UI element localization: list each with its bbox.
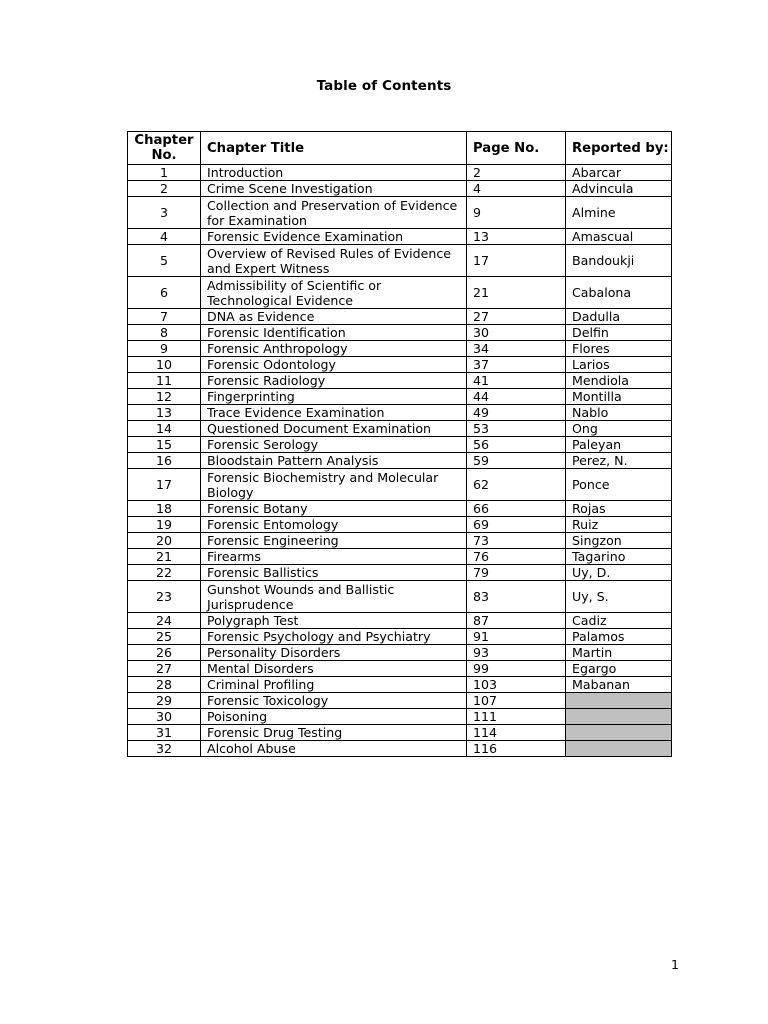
reporter-cell: Larios [566,357,672,373]
chapter-title-cell: Poisoning [201,709,467,725]
table-row [128,709,672,725]
table-row [128,725,672,741]
reporter-cell: Dadulla [566,309,672,325]
chapter-number-cell: 12 [128,389,201,405]
reporter-cell: Delfin [566,325,672,341]
chapter-number-cell: 10 [128,357,201,373]
chapter-title-cell: Firearms [201,549,467,565]
chapter-number-cell: 1 [128,165,201,181]
chapter-number-cell: 28 [128,677,201,693]
chapter-number-cell: 21 [128,549,201,565]
chapter-number-cell: 9 [128,341,201,357]
chapter-title-cell: Forensic Entomology [201,517,467,533]
chapter-number-cell: 25 [128,629,201,645]
table-row [128,357,672,373]
page-number-cell: 111 [467,709,566,725]
chapter-title-cell: Forensic Identification [201,325,467,341]
chapter-title-cell: Gunshot Wounds and Ballistic Jurisprudence [201,581,467,613]
page-number-cell: 62 [467,469,566,501]
reporter-cell: Cadiz [566,613,672,629]
chapter-number-cell: 2 [128,181,201,197]
reporter-cell: Almine [566,197,672,229]
table-row [128,325,672,341]
chapter-title-cell: Alcohol Abuse [201,741,467,757]
table-row [128,741,672,757]
page-number-cell: 76 [467,549,566,565]
page-number-cell: 103 [467,677,566,693]
reporter-cell: Bandoukji [566,245,672,277]
header-reported-by: Reported by: [566,132,672,165]
table-body [128,165,672,757]
reporter-cell: Ruiz [566,517,672,533]
page-number-cell: 114 [467,725,566,741]
page-number-cell: 34 [467,341,566,357]
reporter-cell: Abarcar [566,165,672,181]
table-row [128,197,672,229]
page-number-cell: 91 [467,629,566,645]
chapter-title-cell: DNA as Evidence [201,309,467,325]
chapter-title-cell: Mental Disorders [201,661,467,677]
table-row [128,693,672,709]
chapter-title-cell: Forensic Toxicology [201,693,467,709]
page-number-cell: 17 [467,245,566,277]
chapter-title-cell: Personality Disorders [201,645,467,661]
reporter-cell: Ponce [566,469,672,501]
table-row [128,389,672,405]
chapter-number-cell: 3 [128,197,201,229]
page-number-cell: 73 [467,533,566,549]
page-number-cell: 107 [467,693,566,709]
chapter-title-cell: Forensic Engineering [201,533,467,549]
reporter-cell: Uy, S. [566,581,672,613]
chapter-number-cell: 20 [128,533,201,549]
chapter-number-cell: 16 [128,453,201,469]
chapter-number-cell: 22 [128,565,201,581]
chapter-number-cell: 14 [128,421,201,437]
chapter-number-cell: 8 [128,325,201,341]
chapter-number-cell: 19 [128,517,201,533]
reporter-cell: Mendiola [566,373,672,389]
chapter-title-cell: Forensic Anthropology [201,341,467,357]
chapter-title-cell: Forensic Odontology [201,357,467,373]
page-number-cell: 53 [467,421,566,437]
chapter-number-cell: 27 [128,661,201,677]
chapter-number-cell: 31 [128,725,201,741]
table-row [128,421,672,437]
chapter-number-cell: 4 [128,229,201,245]
table-row [128,677,672,693]
reporter-cell: Paleyan [566,437,672,453]
chapter-title-cell: Forensic Biochemistry and Molecular Biology [201,469,467,501]
page-number: 1 [671,957,680,972]
reporter-cell [566,725,672,741]
chapter-title-cell: Questioned Document Examination [201,421,467,437]
page-number-cell: 21 [467,277,566,309]
table-row [128,245,672,277]
table-row [128,309,672,325]
chapter-title-cell: Forensic Radiology [201,373,467,389]
chapter-title-cell: Crime Scene Investigation [201,181,467,197]
chapter-title-cell: Collection and Preservation of Evidence for Examination [201,197,467,229]
chapter-title-cell: Fingerprinting [201,389,467,405]
page-number-cell: 83 [467,581,566,613]
page-number-cell: 41 [467,373,566,389]
chapter-number-cell: 5 [128,245,201,277]
chapter-title-cell: Introduction [201,165,467,181]
page-number-cell: 66 [467,501,566,517]
table-row [128,661,672,677]
chapter-number-cell: 7 [128,309,201,325]
contents-table [127,131,672,757]
table-row [128,405,672,421]
table-row [128,229,672,245]
chapter-title-cell: Criminal Profiling [201,677,467,693]
page-number-cell: 59 [467,453,566,469]
reporter-cell: Martin [566,645,672,661]
chapter-title-cell: Forensic Botany [201,501,467,517]
chapter-title-cell: Trace Evidence Examination [201,405,467,421]
page-number-cell: 56 [467,437,566,453]
chapter-title-cell: Forensic Serology [201,437,467,453]
page-number-cell: 13 [467,229,566,245]
page-number-cell: 44 [467,389,566,405]
page-number-cell: 99 [467,661,566,677]
chapter-number-cell: 23 [128,581,201,613]
page-number-cell: 4 [467,181,566,197]
table-row [128,517,672,533]
chapter-title-cell: Polygraph Test [201,613,467,629]
page-number-cell: 49 [467,405,566,421]
reporter-cell: Perez, N. [566,453,672,469]
table-row [128,501,672,517]
table-row [128,533,672,549]
reporter-cell [566,741,672,757]
reporter-cell [566,709,672,725]
chapter-number-cell: 11 [128,373,201,389]
chapter-title-cell: Admissibility of Scientific or Technological Evidence [201,277,467,309]
page-number-cell: 79 [467,565,566,581]
chapter-number-cell: 26 [128,645,201,661]
header-page-no: Page No. [467,132,566,165]
header-chapter-title: Chapter Title [201,132,467,165]
table-row [128,165,672,181]
table-row [128,581,672,613]
chapter-title-cell: Forensic Psychology and Psychiatry [201,629,467,645]
chapter-number-cell: 24 [128,613,201,629]
chapter-title-cell: Forensic Drug Testing [201,725,467,741]
reporter-cell: Advincula [566,181,672,197]
reporter-cell: Montilla [566,389,672,405]
table-row [128,373,672,389]
chapter-number-cell: 29 [128,693,201,709]
reporter-cell: Nablo [566,405,672,421]
table-row [128,645,672,661]
table-row [128,629,672,645]
page-number-cell: 30 [467,325,566,341]
chapter-number-cell: 32 [128,741,201,757]
chapter-number-cell: 6 [128,277,201,309]
chapter-number-cell: 13 [128,405,201,421]
reporter-cell: Mabanan [566,677,672,693]
chapter-number-cell: 17 [128,469,201,501]
table-row [128,341,672,357]
table-row [128,181,672,197]
page-number-cell: 9 [467,197,566,229]
table-row [128,613,672,629]
reporter-cell: Flores [566,341,672,357]
table-row [128,277,672,309]
chapter-number-cell: 30 [128,709,201,725]
chapter-number-cell: 18 [128,501,201,517]
table-header-row [128,132,672,165]
table-row [128,453,672,469]
header-chapter-no: Chapter No. [128,132,201,165]
chapter-title-cell: Forensic Ballistics [201,565,467,581]
reporter-cell: Tagarino [566,549,672,565]
table-row [128,469,672,501]
table-row [128,565,672,581]
reporter-cell: Ong [566,421,672,437]
page-number-cell: 93 [467,645,566,661]
table-row [128,549,672,565]
page-number-cell: 37 [467,357,566,373]
reporter-cell: Rojas [566,501,672,517]
reporter-cell: Singzon [566,533,672,549]
page-number-cell: 87 [467,613,566,629]
reporter-cell: Uy, D. [566,565,672,581]
page-title: Table of Contents [316,78,452,94]
reporter-cell: Egargo [566,661,672,677]
reporter-cell: Amascual [566,229,672,245]
chapter-number-cell: 15 [128,437,201,453]
reporter-cell: Palamos [566,629,672,645]
page-number-cell: 69 [467,517,566,533]
page-number-cell: 27 [467,309,566,325]
chapter-title-cell: Overview of Revised Rules of Evidence and Expert Witness [201,245,467,277]
table-row [128,437,672,453]
page-number-cell: 116 [467,741,566,757]
reporter-cell [566,693,672,709]
chapter-title-cell: Bloodstain Pattern Analysis [201,453,467,469]
chapter-title-cell: Forensic Evidence Examination [201,229,467,245]
reporter-cell: Cabalona [566,277,672,309]
page-number-cell: 2 [467,165,566,181]
